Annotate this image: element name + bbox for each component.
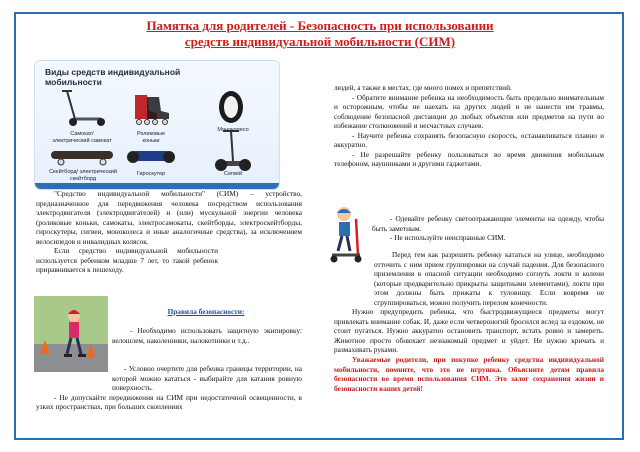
rule-attention: - Обратите внимание ребенка на необходимость быть предельно внимательным и осторожным, чтобы не наехать на других людей и не нанести им травмы, соблюдение безопасной дистанции до любых объектов или предметов на пути во избежание столкновений и несчастных случаев. xyxy=(334,92,604,131)
roller-skates-icon xyxy=(135,95,169,125)
label-scooter: Самокат/ электрический самокат xyxy=(52,131,112,144)
right-cont-text: людей, а также в местах, где много помех и препятствий. xyxy=(334,83,512,92)
rules-block-2 xyxy=(36,364,302,412)
right-column-mid xyxy=(372,214,604,243)
rules-heading: Правила безопасности: xyxy=(167,307,245,316)
monowheel-icon xyxy=(219,91,243,123)
label-segway: Сегвей xyxy=(223,171,243,177)
scooter-icon xyxy=(62,91,105,126)
right-column-top xyxy=(334,83,604,169)
rule-faulty: - Не используйте неисправные СИМ. xyxy=(390,233,506,243)
skateboard-icon xyxy=(51,151,113,165)
label-monowheel: Моноколесо xyxy=(217,127,249,133)
page-title-line1: Памятка для родителей - Безопасность при использовании xyxy=(146,18,494,33)
rule-reflectors: - Одевайте ребенку светоотражающие элементы на одежду, чтобы быть заметным. xyxy=(372,214,604,233)
parents-appeal: Уважаемые родители, при покупке ребенку средства индивидуальной мобильности, помните, что это не игрушка. Объясните детям правила безопасности во время использования СИМ. Это залог сохранения жизни и безопасности ваших детей! xyxy=(334,355,604,393)
sim-definition: "Средство индивидуальной мобильности" (СИМ) – устройство, предназначенное для передвижения человека посредством использования электродвигателя (электродвигателей) и (или) мускульной энергии человека (роликовые коньки, самокаты, электросамокаты, скейтборды, электроскейтборды, гироскутеры, сигвеи, моноколеса и иные аналогичные средства), за исключением велосипедов и инвалидных колясок. xyxy=(36,189,302,246)
rule-lighting: - Не допускайте передвижения на СИМ при недостаточной освещенности, в узких пространствах, при больших скоплениях xyxy=(36,392,302,412)
rule-falling: Перед тем как разрешить ребенку кататься на улице, необходимо отточить с ним прием группировки на случай падения. Для безопасного приземления в опасной ситуации необходимо согнуть локти и колени (которые предварительно прикрыты защитными элементами), локти при этом должны быть прижаты к туловищу. Если вовремя не сгруппироваться, можно получить перелом конечности. xyxy=(374,250,604,307)
rule-dogs: Нужно предупредить ребенка, что быстродвижущиеся предметы могут привлекать внимание собак. И, даже если четвероногий бросился вслед за ездоком, не стоит пугаться. Нужно аккуратно остановить транспорт, встать ровно и замереть. Животное просто обнюхает незнакомый предмет и уйдет. Не нужно кричать и размахивать руками. xyxy=(334,307,604,355)
label-hoverboard: Гироскутер xyxy=(136,171,166,177)
rule-speed: - Научите ребенка сохранять безопасную скорость, останавливаться плавно и аккуратно. xyxy=(334,130,604,150)
right-column-bottom xyxy=(334,250,604,393)
segway-icon xyxy=(215,131,251,171)
left-intro xyxy=(36,189,302,275)
rule-protective-gear: - Необходимо использовать защитную экипировку: велошлем, наколенники, налокотники и т.д.. xyxy=(112,326,302,345)
rules-block-1 xyxy=(112,326,302,345)
infographic-title: Виды средств индивидуальной мобильности xyxy=(45,67,181,87)
hoverboard-icon xyxy=(127,151,175,163)
roller-skating-child-photo xyxy=(34,296,108,372)
rule-phone: - Не разрешайте ребенку пользоваться во время движения мобильным телефоном, наушниками и другими гаджетами. xyxy=(334,149,604,169)
label-skateboard: Скейтборд/ электрический скейтборд xyxy=(49,169,117,182)
page-title-line2: средств индивидуальной мобильности (СИМ) xyxy=(184,34,456,49)
label-roller-skates: Роликовые коньки xyxy=(136,131,166,144)
mobility-types-infographic xyxy=(34,60,280,190)
rule-territory: - Условно очертите для ребенка границы территории, на которой можно кататься - выбирайте для катания ровную поверхность. xyxy=(112,364,302,393)
under-seven-rule: Если средство индивидуальной мобильности используется ребенком младше 7 лет, то такой ребенок приравнивается к пешеходу. xyxy=(36,246,218,275)
